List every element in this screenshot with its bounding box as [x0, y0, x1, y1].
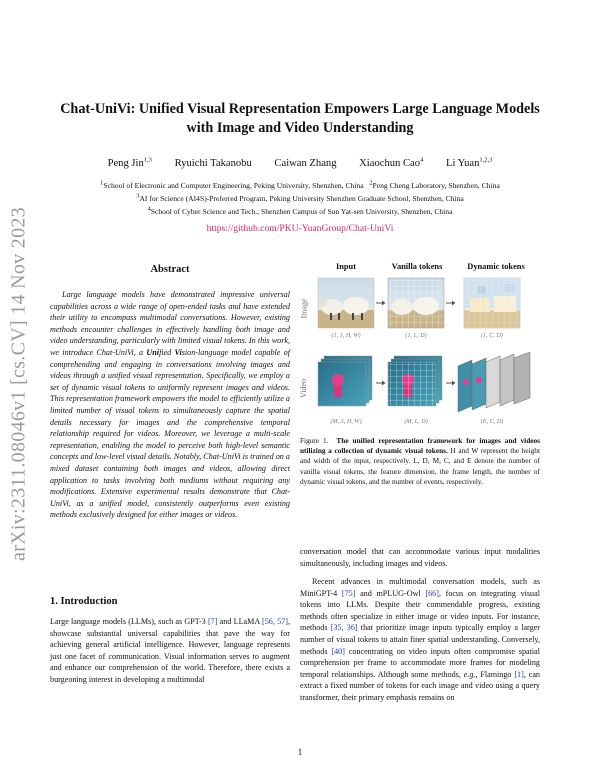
author: Ryuichi Takanobu — [174, 158, 252, 169]
arxiv-stamp-text: arXiv:2311.08046v1 [cs.CV] 14 Nov 2023 — [7, 207, 30, 561]
figure-column-input: Input — [335, 262, 357, 271]
citation-link[interactable]: [75] — [341, 588, 356, 598]
affiliation-line-2: $^3$AI for Science (AI4S)-Preferred Program, Peking University Shenzhen Graduate School, Shenzhen, China — [136, 192, 464, 203]
figure-row-video: Video — [299, 378, 309, 399]
abstract-body: Large language models have demonstrated impressive universal capabilities across a wide range of open-ended tasks and have extended their utility to encompass multimodal conversations. However, existing methods encounter challenges in effectively handling both image and video understanding, particularly with limited visual tokens. In this work, we introduce Chat-UniVi, a Unified Vision-language model capable of comprehending and engaging in conversations involving images and videos through a unified visual representation. Specifically, we employ a set of dynamic visual tokens to uniformly represent images and videos. This representation framework empowers the model to efficiently utilize a limited number of visual tokens to simultaneously capture the spatial details necessary for images and the comprehensive temporal relationship required for videos. Moreover, we leverage a multi-scale representation, enabling the model to perceive both high-level semantic concepts and low-level visual details. Notably, Chat-UniVi is trained on a mixed dataset containing both images and videos, allowing direct application to tasks involving both mediums without requiring any modifications. Extensive experimental results demonstrate that Chat-UniVi, as a unified model, consistently outperforms even existing methods exclusively designed for either images or videos. — [50, 290, 290, 520]
affiliation-line-1: $^1$School of Electronic and Computer Engineering, Peking University, Shenzhen, China $^2$Peng Cheng Laboratory, Shenzhen, China — [100, 179, 500, 190]
dim-video-input: (M, 3, H, W) — [330, 418, 362, 425]
image-vanilla-tokens — [388, 278, 444, 328]
video-vanilla-tokens — [388, 356, 442, 406]
page-number: 1 — [297, 747, 303, 757]
author: Li Yuan$^{1,2,3}$ — [445, 156, 493, 169]
figure-graphic — [300, 262, 540, 430]
author: Caiwan Zhang — [274, 158, 337, 169]
section-heading-introduction: 1. Introduction — [50, 596, 118, 607]
title-line-1: Chat-UniVi: Unified Visual Representation Empowers Large Language Models — [60, 101, 540, 117]
figure-column-vanilla: Vanilla tokens — [391, 262, 443, 271]
right-column-paragraph-1: conversation model that can accommodate various input modalities simultaneously, including images and videos. — [300, 547, 540, 568]
author-list — [40, 158, 560, 169]
dim-image-input: (1, 3, H, W) — [331, 332, 361, 339]
figure-1 — [300, 262, 540, 430]
citation-link[interactable]: [66] — [425, 588, 439, 598]
citation-link[interactable]: [40] — [331, 646, 345, 656]
citation-link[interactable]: [56, 57] — [262, 617, 288, 626]
dim-image-vanilla: (1, L, D) — [405, 332, 427, 339]
citation-link[interactable]: [7] — [207, 617, 218, 626]
image-input-photo — [318, 278, 374, 328]
right-column-paragraph-2: Recent advances in multimodal conversation models, such as MiniGPT-4 [75] and mPLUG-Owl [66], focus on integrating visual tokens into LLMs. Despite their commendable progress, existing methods often specialize in either image or video inputs. For instance, methods [35, 36] that prioritize image inputs typically employ a larger number of visual tokens to attain finer spatial understanding. Conversely, methods [40] concentrating on video inputs often compromise spatial comprehension per frame to accommodate more frames for modeling temporal relationships. Although some methods, e.g., Flamingo [1], can extract a fixed number of tokens for each image and video using a query transformer, their primary emphasis remains on — [300, 577, 540, 702]
dim-video-vanilla: (M, L, D) — [404, 418, 428, 425]
affiliation-line-3: $^4$School of Cyber Science and Tech., Shenzhen Campus of Sun Yat-sen University, Shenzhen, China — [147, 205, 453, 216]
citation-link[interactable]: [1] — [514, 669, 524, 679]
repo-link[interactable]: https://github.com/PKU-YuanGroup/Chat-UniVi — [206, 223, 394, 234]
figure-column-dynamic: Dynamic tokens — [467, 262, 525, 271]
dim-image-dynamic: (1, C, D) — [481, 332, 503, 339]
video-dynamic-tokens — [458, 352, 530, 412]
figure-row-image: Image — [299, 298, 309, 319]
author: Xiaochun Cao$^4$ — [359, 156, 424, 169]
title-line-2: with Image and Video Understanding — [186, 120, 414, 136]
image-dynamic-tokens — [464, 278, 520, 328]
arxiv-stamp — [6, 198, 32, 570]
video-input-frames — [318, 356, 372, 406]
citation-link[interactable]: [35, 36] — [330, 623, 358, 633]
figure-1-caption: Figure 1. The unified representation framework for images and videos utilizing a collection of dynamic visual tokens. H and W represent the height and width of the input, respectively. L, D, M, C, and E denote the number of vanilla visual tokens, the feature dimension, the frame length, the number of dynamic visual tokens, and the number of events, respectively. — [300, 436, 540, 486]
introduction-body: Large language models (LLMs), such as GPT-3 [7] and LLaMA [56, 57], showcase substantial universal capabilities that pave the way for achieving general artificial intelligence. However, language represents just one facet of communication. Visual information serves to augment and enhance our comprehension of the world. Therefore, there exists a burgeoning interest in developing a multimodal — [50, 617, 290, 684]
paper-title — [40, 100, 560, 138]
author: Peng Jin$^{1,3}$ — [107, 156, 152, 169]
abstract-heading: Abstract — [150, 264, 190, 275]
dim-video-dynamic: (E, C, D) — [480, 418, 504, 425]
